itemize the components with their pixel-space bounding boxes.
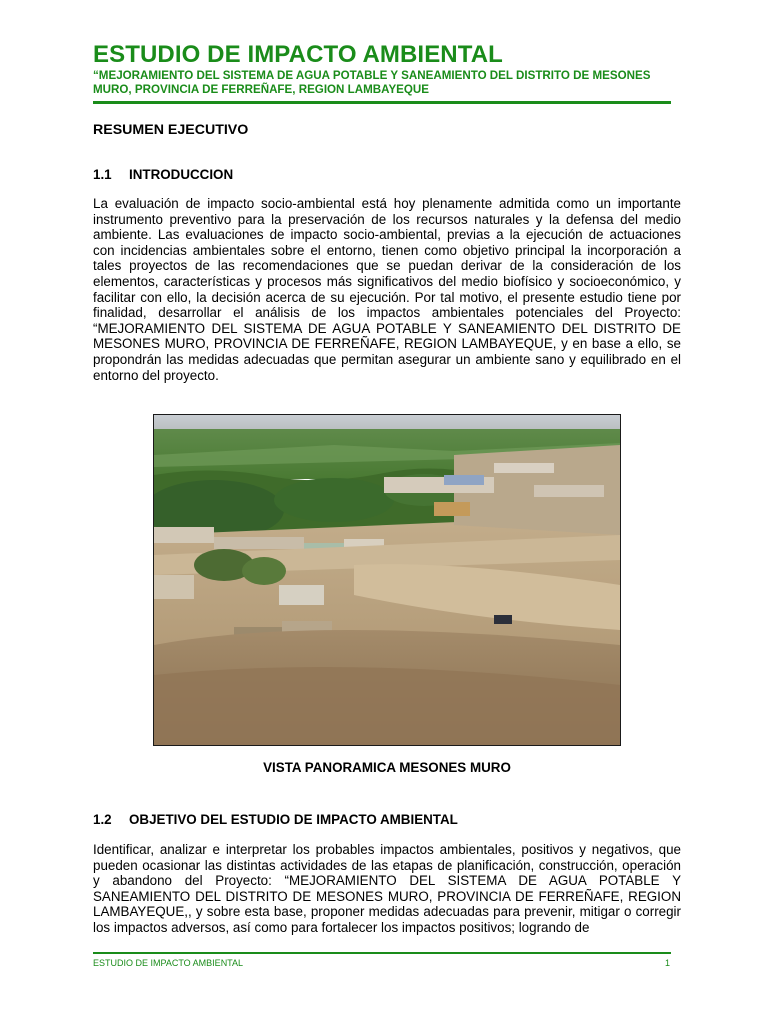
section-title: INTRODUCCION	[129, 167, 234, 182]
section-heading-objetivo	[93, 812, 458, 828]
main-heading: RESUMEN EJECUTIVO	[93, 122, 249, 138]
footer-divider	[93, 952, 671, 954]
section-heading-introduccion	[93, 167, 233, 183]
footer-title: ESTUDIO DE IMPACTO AMBIENTAL	[93, 958, 244, 968]
page-number: 1	[664, 958, 670, 968]
photo-caption: VISTA PANORAMICA MESONES MURO	[263, 760, 511, 775]
objetivo-paragraph: Identificar, analizar e interpretar los probables impactos ambientales, positivos y negativos, que pueden ocasionar las distintas actividades de las etapas de planificación, construcción, operación y abandono del Proyecto: “MEJORAMIENTO DEL SISTEMA DE AGUA POTABLE Y SANEAMIENTO DEL DISTRITO DE MESONES MURO, PROVINCIA DE FERREÑAFE, REGION LAMBAYEQUE,, y sobre esta base, proponer medidas adecuadas para prevenir, mitigar o corregir los impactos adversos, así como para fortalecer los impactos positivos; logrando de	[93, 842, 681, 935]
introduccion-paragraph: La evaluación de impacto socio-ambiental está hoy plenamente admitida como un importante instrumento preventivo para la preservación de los recursos naturales y la defensa del medio ambiente. Las evaluaciones de impacto socio-ambiental, previas a la ejecución de actuaciones con incidencias ambientales sobre el entorno, tienen como objetivo principal la incorporación a tales proyectos de las recomendaciones que se puedan derivar de la consideración de los elementos, características y procesos más significativos del medio biofísico y socioeconómico, y facilitar con ello, la decisión acerca de su ejecución. Por tal motivo, el presente estudio tiene por finalidad, desarrollar el análisis de los impactos ambientales potenciales del Proyecto: “MEJORAMIENTO DEL SISTEMA DE AGUA POTABLE Y SANEAMIENTO DEL DISTRITO DE MESONES MURO, PROVINCIA DE FERREÑAFE, REGION LAMBAYEQUE, y en base a ello, se propondrán las medidas adecuadas que permitan asegurar un ambiente sano y equilibrado en el entorno del proyecto.	[93, 196, 681, 383]
section-title: OBJETIVO DEL ESTUDIO DE IMPACTO AMBIENTAL	[129, 812, 458, 827]
header-divider	[93, 101, 671, 104]
document-header	[93, 42, 671, 97]
landscape-image	[154, 415, 620, 745]
section-number: 1.1	[93, 167, 112, 182]
panoramic-photo	[153, 414, 621, 746]
document-subtitle: “MEJORAMIENTO DEL SISTEMA DE AGUA POTABLE Y SANEAMIENTO DEL DISTRITO DE MESONES MURO, PROVINCIA DE FERREÑAFE, REGION LAMBAYEQUE	[93, 69, 651, 96]
section-number: 1.2	[93, 812, 112, 827]
document-title: ESTUDIO DE IMPACTO AMBIENTAL	[93, 41, 503, 68]
